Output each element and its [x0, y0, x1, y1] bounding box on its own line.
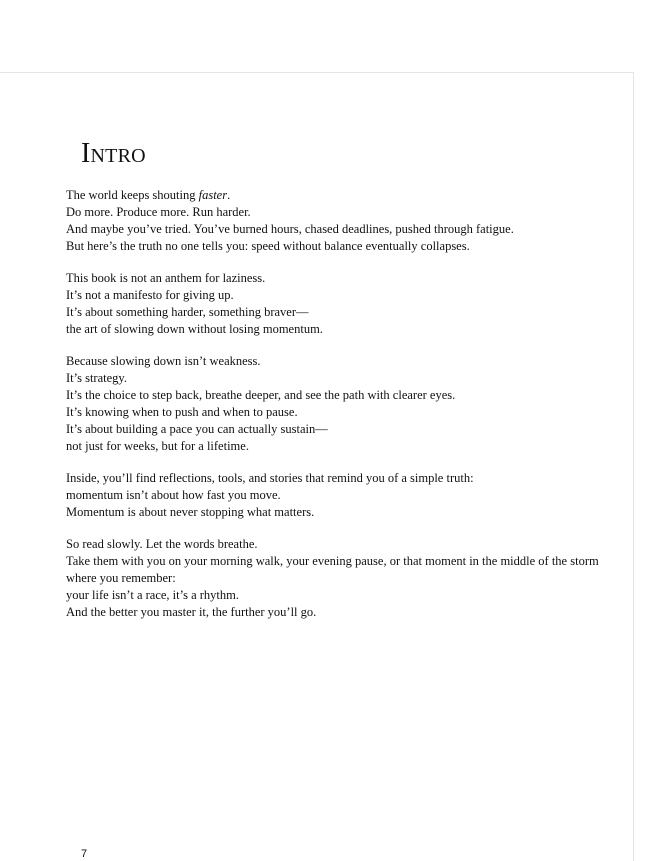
text-run: This book is not an anthem for laziness.: [66, 271, 266, 285]
paragraph: [66, 353, 606, 455]
text-run: It’s the choice to step back, breathe deeper, and see the path with clearer eyes.: [66, 388, 456, 402]
text-run: Inside, you’ll find reflections, tools, and stories that remind you of a simple truth:: [66, 471, 474, 485]
text-line: [66, 270, 606, 287]
paragraph: [66, 470, 606, 521]
text-run: It’s knowing when to push and when to pause.: [66, 405, 298, 419]
text-run: momentum isn’t about how fast you move.: [66, 488, 281, 502]
text-line: [66, 187, 606, 204]
text-run: The world keeps shouting: [66, 188, 199, 202]
text-line: [66, 421, 606, 438]
text-line: [66, 587, 606, 604]
text-line: [66, 536, 606, 553]
text-line: [66, 553, 606, 587]
text-line: [66, 487, 606, 504]
paragraph: [66, 187, 606, 255]
text-run: not just for weeks, but for a lifetime.: [66, 439, 249, 453]
text-line: [66, 353, 606, 370]
text-run: It’s not a manifesto for giving up.: [66, 288, 234, 302]
text-line: [66, 387, 606, 404]
text-run: And the better you master it, the further you’ll go.: [66, 605, 317, 619]
text-line: [66, 604, 606, 621]
text-run: It’s about building a pace you can actually sustain—: [66, 422, 328, 436]
text-line: [66, 321, 606, 338]
chapter-body: [66, 187, 606, 636]
text-run: the art of slowing down without losing momentum.: [66, 322, 323, 336]
text-line: [66, 204, 606, 221]
text-run: And maybe you’ve tried. You’ve burned hours, chased deadlines, pushed through fatigue.: [66, 222, 514, 236]
text-line: [66, 504, 606, 521]
text-line: [66, 287, 606, 304]
text-run: Momentum is about never stopping what matters.: [66, 505, 315, 519]
text-line: [66, 438, 606, 455]
text-line: [66, 221, 606, 238]
paragraph: [66, 270, 606, 338]
text-line: [66, 304, 606, 321]
text-run: So read slowly. Let the words breathe.: [66, 537, 258, 551]
text-line: [66, 470, 606, 487]
text-run: Do more. Produce more. Run harder.: [66, 205, 251, 219]
text-line: [66, 370, 606, 387]
text-run: Take them with you on your morning walk, your evening pause, or that moment in the middle of the storm where you remember:: [66, 554, 599, 585]
text-run: But here’s the truth no one tells you: speed without balance eventually collapses.: [66, 239, 470, 253]
paragraph: [66, 536, 606, 621]
chapter-title: Intro: [81, 138, 146, 169]
text-run: Because slowing down isn’t weakness.: [66, 354, 261, 368]
page-number: 7: [81, 848, 88, 860]
emphasized-text: faster: [198, 188, 228, 202]
text-run: It’s strategy.: [66, 371, 127, 385]
text-run: It’s about something harder, something braver—: [66, 305, 309, 319]
text-run: .: [227, 188, 231, 202]
text-line: [66, 238, 606, 255]
text-run: your life isn’t a race, it’s a rhythm.: [66, 588, 239, 602]
text-line: [66, 404, 606, 421]
